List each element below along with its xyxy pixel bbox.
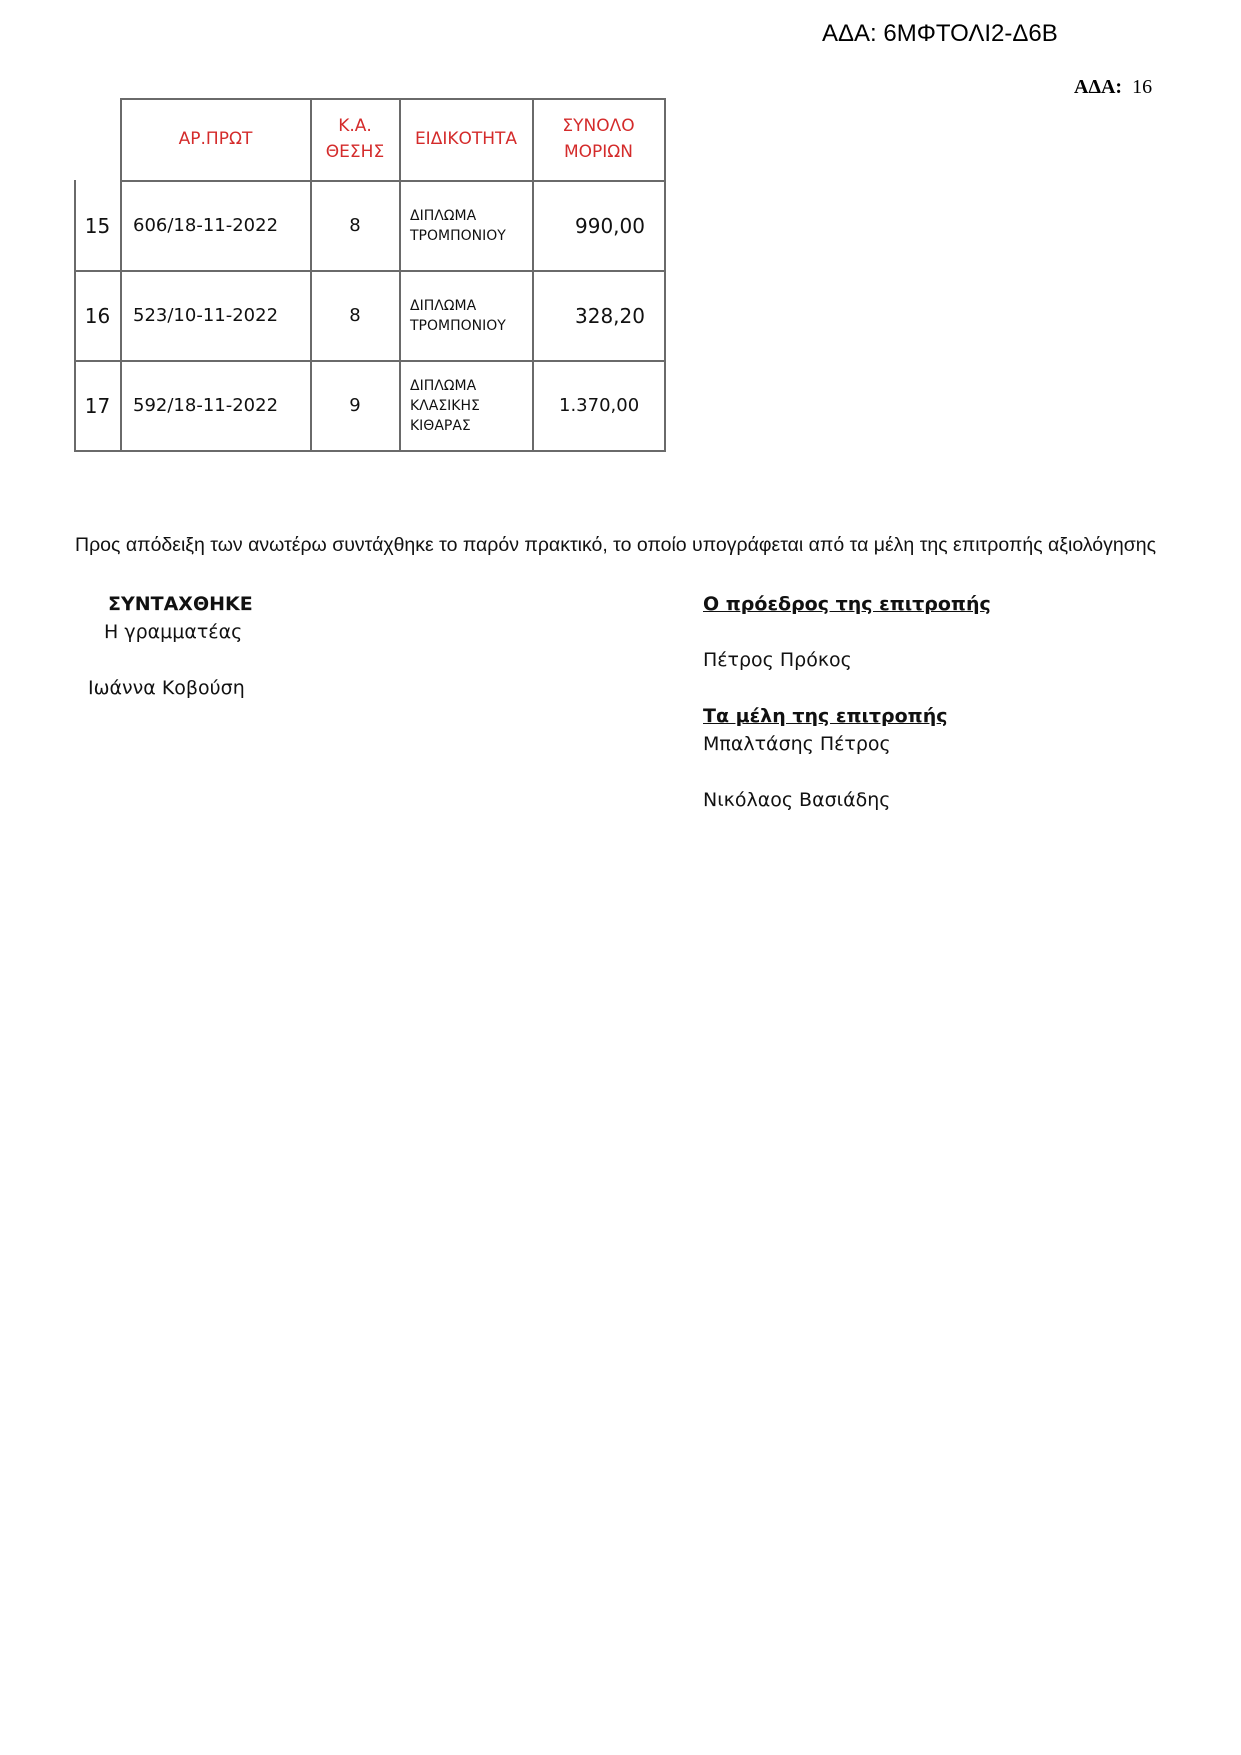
row-specialty-line: ΤΡΟΜΠΟΝΙΟΥ: [410, 317, 506, 334]
president-name: Πέτρος Πρόκος: [703, 649, 852, 671]
row-number: 16: [84, 303, 111, 328]
row-specialty: [400, 271, 532, 360]
row-specialty-line: ΔΙΠΛΩΜΑ: [410, 377, 477, 394]
row-points: 328,20: [575, 303, 645, 328]
member-name: Μπαλτάσης Πέτρος: [703, 733, 891, 755]
member-name: Νικόλαος Βασιάδης: [703, 789, 891, 811]
row-protocol: 523/10-11-2022: [133, 305, 279, 326]
page-number: 16: [1132, 76, 1153, 98]
col-header-position-line1: Κ.Α.: [338, 116, 372, 136]
members-heading: Τα μέλη της επιτροπής: [703, 705, 948, 727]
row-specialty-line: ΚΙΘΑΡΑΣ: [410, 417, 471, 434]
signature-left-name: Ιωάννα Κοβούση: [88, 677, 245, 699]
col-header-points-line1: ΣΥΝΟΛΟ: [562, 116, 635, 136]
row-specialty-line: ΔΙΠΛΩΜΑ: [410, 297, 477, 314]
signature-left-heading: ΣΥΝΤΑΧΘΗΚΕ: [108, 593, 253, 615]
closing-paragraph: Προς απόδειξη των ανωτέρω συντάχθηκε το παρόν πρακτικό, το οποίο υπογράφεται από τα μέλη της επιτροπής αξιολόγησης: [75, 534, 1157, 556]
col-header-specialty: ΕΙΔΙΚΟΤΗΤΑ: [414, 129, 518, 149]
row-position: 8: [349, 305, 361, 326]
col-header-protocol: ΑΡ.ΠΡΩΤ: [178, 129, 253, 149]
ada-page-label: [1074, 76, 1152, 99]
row-specialty-line: ΔΙΠΛΩΜΑ: [410, 207, 477, 224]
col-header-points-line2: ΜΟΡΙΩΝ: [563, 142, 634, 162]
row-specialty: [400, 361, 532, 450]
ada-code: ΑΔΑ: 6ΜΦΤΟΛΙ2-Δ6Β: [822, 20, 1058, 47]
col-header-position: [311, 98, 399, 180]
row-points: 990,00: [575, 213, 645, 238]
row-protocol: 592/18-11-2022: [133, 395, 279, 416]
row-points: 1.370,00: [559, 395, 640, 416]
col-header-points: [533, 98, 664, 180]
president-heading: Ο πρόεδρος της επιτροπής: [703, 593, 991, 615]
col-header-position-line2: ΘΕΣΗΣ: [325, 142, 385, 162]
row-specialty-line: ΚΛΑΣΙΚΗΣ: [410, 397, 480, 414]
row-position: 9: [349, 395, 361, 416]
row-specialty-line: ΤΡΟΜΠΟΝΙΟΥ: [410, 227, 506, 244]
results-table: [74, 98, 666, 453]
row-position: 8: [349, 215, 361, 236]
row-number: 17: [84, 393, 111, 418]
row-protocol: 606/18-11-2022: [133, 215, 279, 236]
row-number: 15: [84, 213, 111, 238]
signature-left-role: Η γραμματέας: [104, 621, 243, 643]
ada-label: ΑΔΑ:: [1074, 76, 1123, 98]
row-specialty: [400, 181, 532, 270]
